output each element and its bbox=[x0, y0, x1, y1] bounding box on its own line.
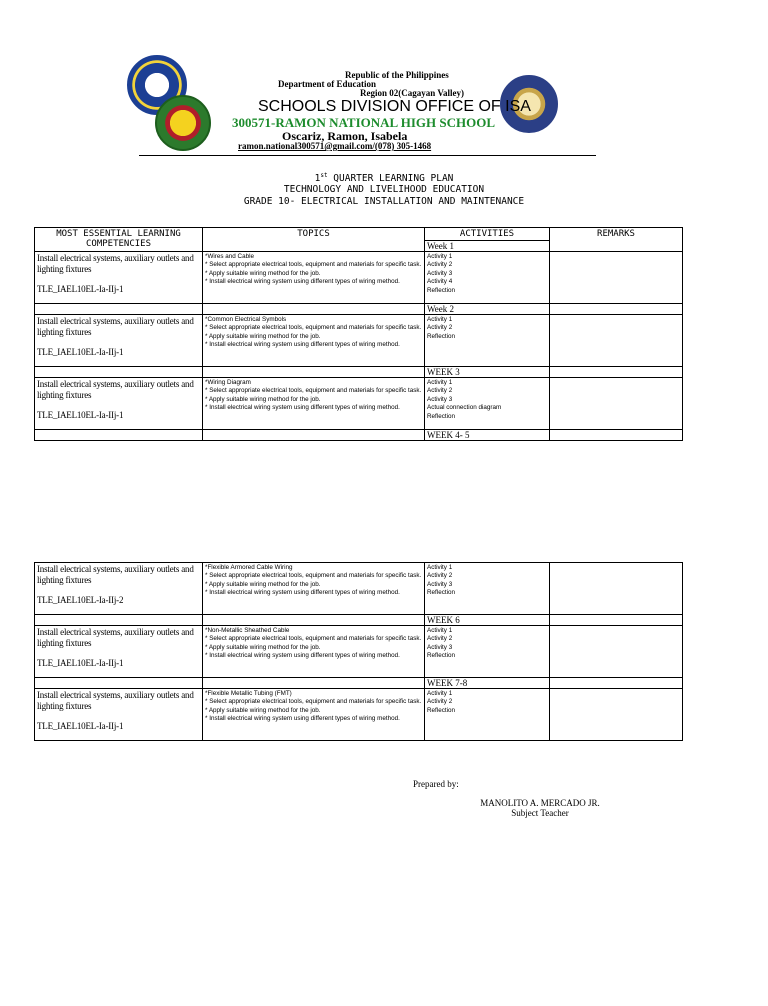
week-label: WEEK 6 bbox=[425, 615, 550, 626]
competency-cell: Install electrical systems, auxiliary outlets and lighting fixtures TLE_IAEL10EL-Ia-IIj-1 bbox=[35, 315, 203, 367]
competency-cell: Install electrical systems, auxiliary outlets and lighting fixtures TLE_IAEL10EL-Ia-IIj-1 bbox=[35, 689, 203, 741]
remarks-cell bbox=[550, 563, 683, 615]
header-competencies: MOST ESSENTIAL LEARNING COMPETENCIES bbox=[35, 228, 203, 252]
topic-cell: *Wires and Cable * Select appropriate electrical tools, equipment and materials for specific task. * Apply suitable wiring method for the job. * Install electrical wiring system using different types of wiring method. bbox=[203, 252, 425, 304]
header-activities: ACTIVITIES bbox=[425, 228, 550, 241]
table-row bbox=[35, 315, 683, 367]
remarks-cell bbox=[550, 378, 683, 430]
table-row bbox=[35, 378, 683, 430]
header-divider bbox=[139, 155, 596, 156]
activities-cell: Activity 1 Activity 2 Activity 3 Activity 4 Reflection bbox=[425, 252, 550, 304]
competency-cell: Install electrical systems, auxiliary outlets and lighting fixtures TLE_IAEL10EL-Ia-IIj-1 bbox=[35, 252, 203, 304]
table-header-row bbox=[35, 228, 683, 241]
topic-cell: *Common Electrical Symbols * Select appropriate electrical tools, equipment and materials for specific task. * Apply suitable wiring method for the job. * Install electrical wiring system using different types of wiring method. bbox=[203, 315, 425, 367]
teacher-role: Subject Teacher bbox=[511, 808, 569, 818]
teacher-name: MANOLITO A. MERCADO JR. bbox=[480, 798, 600, 808]
week-label: WEEK 3 bbox=[425, 367, 550, 378]
plan-title-line1: 1st QUARTER LEARNING PLAN bbox=[314, 172, 454, 185]
table-row bbox=[35, 626, 683, 678]
topic-cell: *Flexible Metallic Tubing (FMT) * Select appropriate electrical tools, equipment and materials for specific task. * Apply suitable wiring method for the job. * Install electrical wiring system using different types of wiring method. bbox=[203, 689, 425, 741]
school-contact: ramon.national300571@gmail.com/(078) 305-1468 bbox=[238, 141, 432, 151]
activities-cell: Activity 1 Activity 2 Reflection bbox=[425, 315, 550, 367]
topic-cell: *Flexible Armored Cable Wiring * Select appropriate electrical tools, equipment and materials for specific task. * Apply suitable wiring method for the job. * Install electrical wiring system using different types of wiring method. bbox=[203, 563, 425, 615]
table-row bbox=[35, 252, 683, 304]
competency-cell: Install electrical systems, auxiliary outlets and lighting fixtures TLE_IAEL10EL-Ia-IIj-1 bbox=[35, 378, 203, 430]
topic-cell: *Non-Metallic Sheathed Cable * Select appropriate electrical tools, equipment and materials for specific task. * Apply suitable wiring method for the job. * Install electrical wiring system using different types of wiring method. bbox=[203, 626, 425, 678]
remarks-cell bbox=[550, 689, 683, 741]
week-label: WEEK 4- 5 bbox=[425, 430, 550, 441]
division-seal-logo bbox=[155, 95, 211, 151]
week-label: WEEK 7-8 bbox=[425, 678, 550, 689]
republic-text: Republic of the Philippines bbox=[345, 70, 449, 80]
remarks-cell bbox=[550, 252, 683, 304]
header-topics: TOPICS bbox=[203, 228, 425, 252]
prepared-by-label: Prepared by: bbox=[413, 779, 459, 789]
plan-title-line3: GRADE 10- ELECTRICAL INSTALLATION AND MAINTENANCE bbox=[243, 196, 525, 207]
activities-cell: Activity 1 Activity 2 Activity 3 Actual connection diagram Reflection bbox=[425, 378, 550, 430]
plan-title-line2: TECHNOLOGY AND LIVELIHOOD EDUCATION bbox=[283, 184, 485, 195]
department-text: Department of Education bbox=[278, 79, 376, 89]
activities-cell: Activity 1 Activity 2 Reflection bbox=[425, 689, 550, 741]
table-row bbox=[35, 689, 683, 741]
school-address: Oscariz, Ramon, Isabela bbox=[282, 129, 408, 143]
topic-cell: *Wiring Diagram * Select appropriate electrical tools, equipment and materials for specific task. * Apply suitable wiring method for the job. * Install electrical wiring system using different types of wiring method. bbox=[203, 378, 425, 430]
remarks-cell bbox=[550, 626, 683, 678]
activities-cell: Activity 1 Activity 2 Activity 3 Reflection bbox=[425, 563, 550, 615]
school-name: 300571-RAMON NATIONAL HIGH SCHOOL bbox=[232, 115, 496, 130]
table-row bbox=[35, 563, 683, 615]
region-text: Region 02(Cagayan Valley) bbox=[360, 88, 465, 98]
competency-cell: Install electrical systems, auxiliary outlets and lighting fixtures TLE_IAEL10EL-Ia-IIj-2 bbox=[35, 563, 203, 615]
division-title: SCHOOLS DIVISION OFFICE OF ISA bbox=[258, 98, 531, 115]
activities-cell: Activity 1 Activity 2 Activity 3 Reflection bbox=[425, 626, 550, 678]
remarks-cell bbox=[550, 315, 683, 367]
competency-cell: Install electrical systems, auxiliary outlets and lighting fixtures TLE_IAEL10EL-Ia-IIj-1 bbox=[35, 626, 203, 678]
week-label: Week 2 bbox=[425, 304, 550, 315]
learning-plan-table-2 bbox=[34, 562, 683, 741]
week-label: Week 1 bbox=[425, 241, 550, 252]
header-remarks: REMARKS bbox=[550, 228, 683, 252]
learning-plan-table-1 bbox=[34, 227, 683, 441]
